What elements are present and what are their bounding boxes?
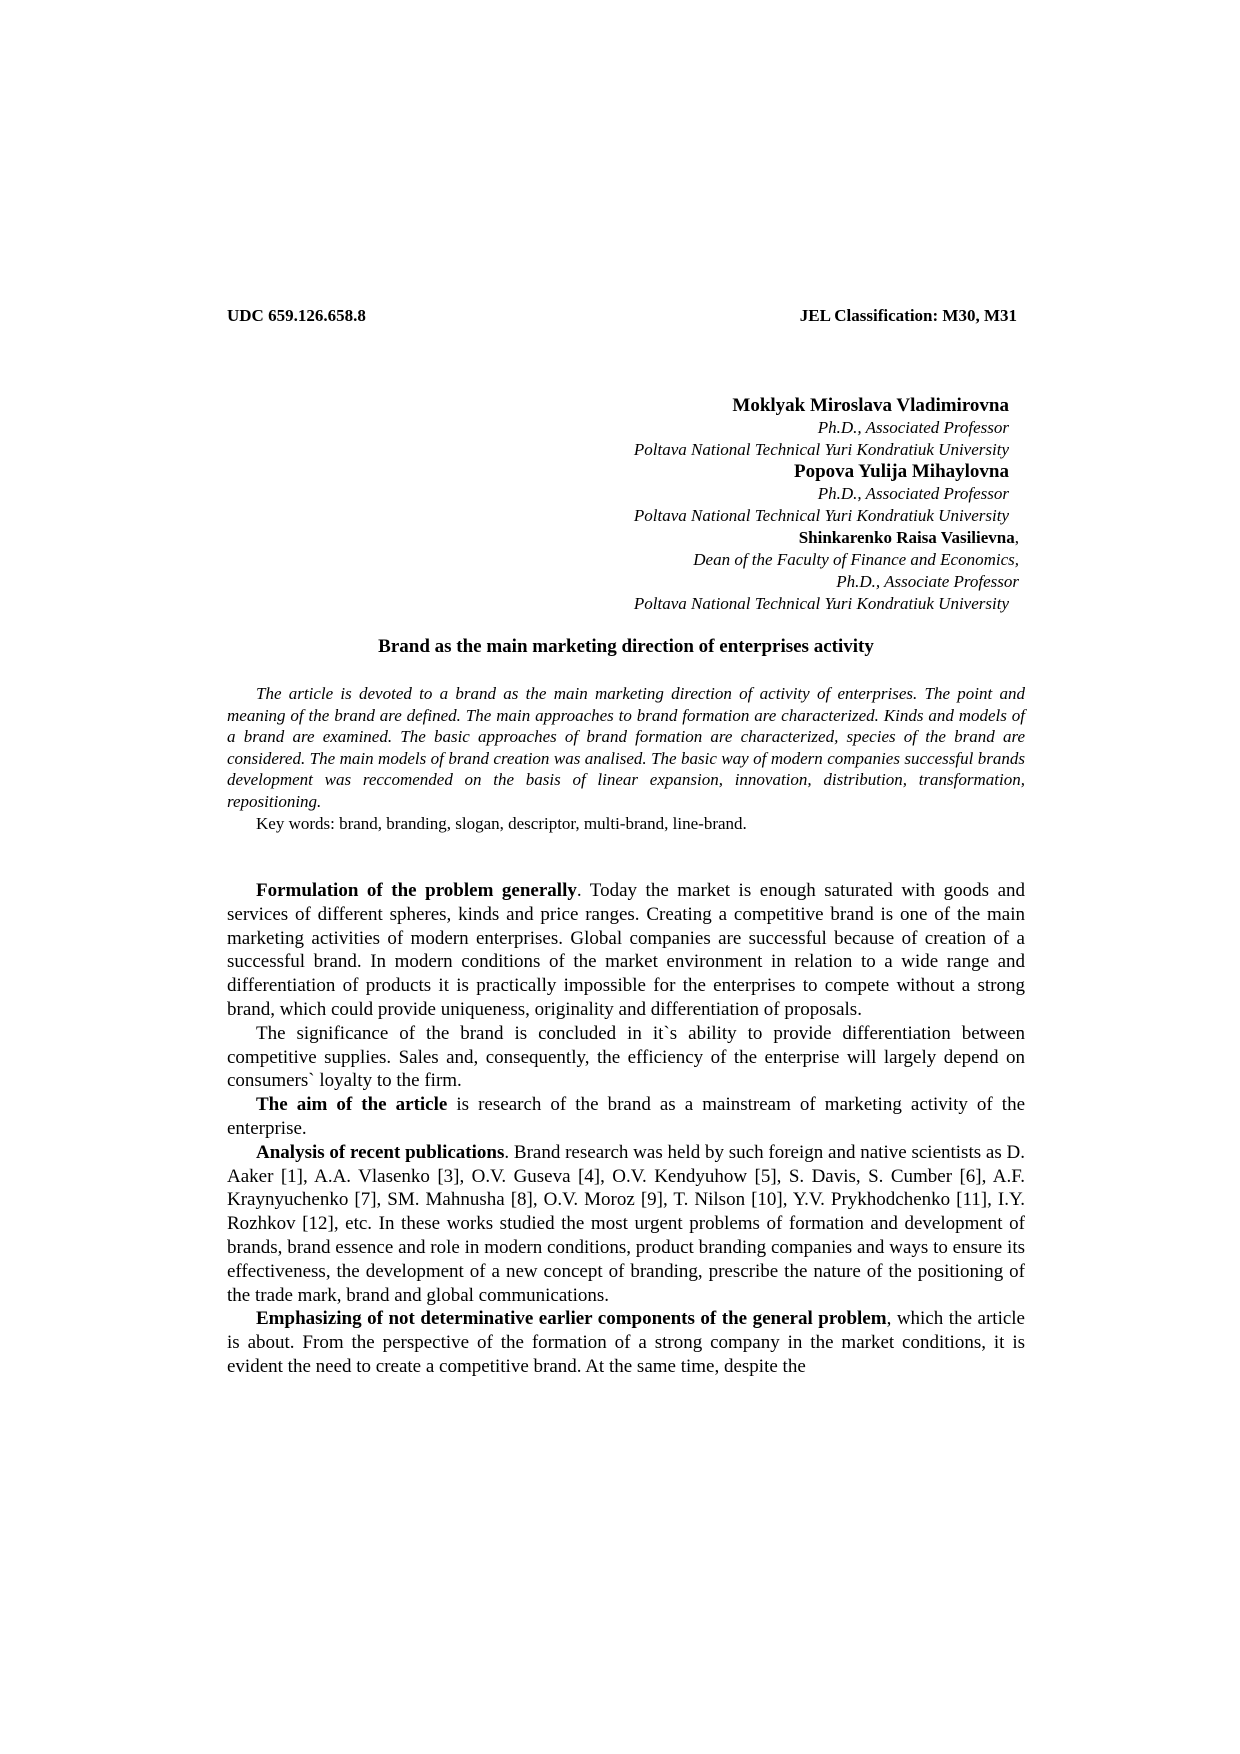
paragraph: [227, 1022, 1025, 1093]
author-degree: Ph.D., Associated Professor: [817, 484, 1009, 503]
section-lead: Analysis of recent publications: [256, 1141, 505, 1163]
author-university: Poltava National Technical Yuri Kondratiuk University: [633, 506, 1009, 525]
author-position: Dean of the Faculty of Finance and Economics,: [693, 550, 1019, 569]
section-lead: Emphasizing of not determinative earlier components of the general problem: [256, 1308, 887, 1330]
classification-header: [227, 306, 1017, 326]
udc-code: UDC 659.126.658.8: [227, 306, 366, 325]
paragraph-text: is research of the brand as a mainstream of marketing activity of the enterprise.: [227, 1094, 1025, 1139]
article-body: [227, 879, 1025, 1379]
paragraph-text: , which the article is about. From the perspective of the formation of a strong company in the market conditions, it is evident the need to create a competitive brand. At the same time, despite the: [227, 1308, 1025, 1377]
paragraph: [227, 1093, 1025, 1141]
author-degree: Ph.D., Associate Professor: [836, 572, 1019, 591]
author-name: Shinkarenko Raisa Vasilievna: [798, 528, 1015, 547]
author-name: Popova Yulija Mihaylovna: [793, 461, 1009, 482]
jel-classification: JEL Classification: M30, M31: [799, 306, 1017, 325]
paragraph-text: The significance of the brand is concluded in it`s ability to provide differentiation between competitive supplies. Sales and, consequently, the efficiency of the enterprise will largely depend on consumers` loyalty to the firm.: [227, 1022, 1025, 1092]
section-lead: Formulation of the problem generally: [256, 880, 577, 901]
paragraph: [227, 1141, 1025, 1308]
paragraph: [227, 1307, 1025, 1378]
author-university: Poltava National Technical Yuri Kondratiuk University: [633, 594, 1009, 613]
article-title: Brand as the main marketing direction of enterprises activity: [378, 636, 874, 657]
author-degree: Ph.D., Associated Professor: [817, 418, 1009, 437]
author-university: Poltava National Technical Yuri Kondratiuk University: [633, 440, 1009, 459]
author-name: Moklyak Miroslava Vladimirovna: [732, 395, 1009, 416]
keywords: Key words: brand, branding, slogan, descriptor, multi-brand, line-brand.: [256, 814, 747, 833]
section-lead: The aim of the article: [256, 1094, 448, 1116]
author-block: [227, 395, 1025, 615]
author-name-suffix: ,: [1014, 528, 1019, 547]
abstract: The article is devoted to a brand as the main marketing direction of activity of enterprises. The point and meaning of the brand are defined. The main approaches to brand formation are characterized. Kinds and models of a brand are examined. The basic approaches of brand formation are characterized, species of the brand are considered. The main models of brand creation was analised. The basic way of modern companies successful brands development was reccomended on the basis of linear expansion, innovation, distribution, transformation, repositioning.: [227, 684, 1025, 811]
paragraph-text: . Brand research was held by such foreign and native scientists as D. Aaker [1], A.A. Vlasenko [3], O.V. Guseva [4], O.V. Kendyuhow [5], S. Davis, S. Cumber [6], A.F. Kraynyuchenko [7], SM. Mahnusha [8], O.V. Moroz [9], T. Nilson [10], Y.V. Prykhodchenko [11], I.Y. Rozhkov [12], etc. In these works studied the most urgent problems of formation and development of brands, brand essence and role in modern conditions, product branding companies and ways to ensure its effectiveness, the development of a new concept of branding, prescribe the nature of the positioning of the trade mark, brand and global communications.: [227, 1141, 1025, 1306]
paragraph-text: . Today the market is enough saturated with goods and services of different spheres, kinds and price ranges. Creating a competitive brand is one of the main marketing activities of modern enterprises. Global companies are successful because of creation of a successful brand. In modern conditions of the market environment in relation to a wide range and differentiation of products it is practically impossible for the enterprises to compete without a strong brand, which could provide uniqueness, originality and differentiation of proposals.: [227, 880, 1026, 1020]
paragraph: [227, 879, 1025, 1022]
author-name-line: [227, 527, 1025, 549]
document-page: [227, 0, 1025, 1754]
